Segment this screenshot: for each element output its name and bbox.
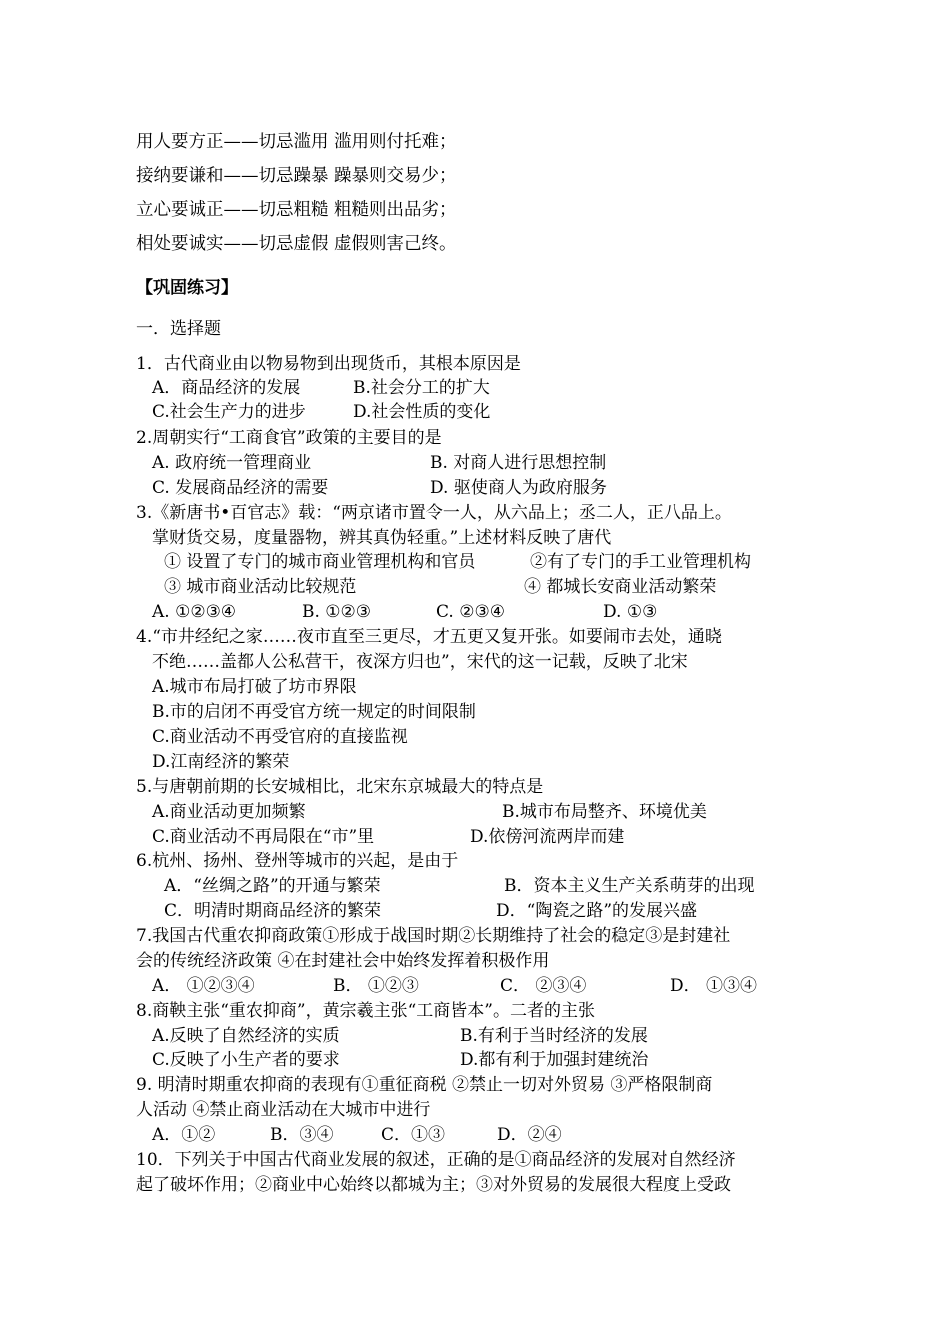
q2-option-b: B. 对商人进行思想控制 xyxy=(430,453,607,473)
q4-option-b: B.市的启闭不再受官方统一规定的时间限制 xyxy=(152,702,476,722)
q5-option-b: B.城市布局整齐、环境优美 xyxy=(502,802,707,822)
q6-stem: 6.杭州、扬州、登州等城市的兴起，是由于 xyxy=(136,851,459,871)
q8-option-a: A.反映了自然经济的实质 xyxy=(152,1026,340,1046)
q10-stem-line-2: 起了破坏作用；②商业中心始终以都城为主；③对外贸易的发展很大程度上受政 xyxy=(136,1175,731,1195)
q5-stem: 5.与唐朝前期的长安城相比，北宋东京城最大的特点是 xyxy=(136,777,544,797)
q3-option-c: C. ②③④ xyxy=(436,602,505,622)
q1-stem: 1．古代商业由以物易物到出现货币，其根本原因是 xyxy=(136,354,521,374)
section-title: 【巩固练习】 xyxy=(136,278,238,298)
part-title: 一．选择题 xyxy=(136,319,221,339)
q8-option-b: B.有利于当时经济的发展 xyxy=(460,1026,648,1046)
q1-option-d: D.社会性质的变化 xyxy=(353,402,491,422)
poem-line-4: 相处要诚实——切忌虚假 虚假则害己终。 xyxy=(136,234,457,254)
q10-stem-line-1: 10．下列关于中国古代商业发展的叙述，正确的是①商品经济的发展对自然经济 xyxy=(136,1150,736,1170)
q9-stem-line-2: 人活动 ④禁止商业活动在大城市中进行 xyxy=(136,1100,431,1120)
q5-option-c: C.商业活动不再局限在“市”里 xyxy=(152,827,375,847)
poem-line-3: 立心要诚正——切忌粗糙 粗糙则出品劣； xyxy=(136,200,457,220)
q7-stem-line-1: 7.我国古代重农抑商政策①形成于战国时期②长期维持了社会的稳定③是封建社 xyxy=(136,926,731,946)
q9-option-b: B．③④ xyxy=(270,1125,334,1145)
q1-option-c: C.社会生产力的进步 xyxy=(152,402,306,422)
q1-option-a: A．商品经济的发展 xyxy=(152,378,301,398)
q3-stem-line-1: 3.《新唐书•百官志》载：“两京诸市置令一人，从六品上；丞二人，正八品上。 xyxy=(136,503,732,523)
q9-stem-line-1: 9. 明清时期重农抑商的表现有①重征商税 ②禁止一切对外贸易 ③严格限制商 xyxy=(136,1075,713,1095)
q5-option-d: D.依傍河流两岸而建 xyxy=(470,827,625,847)
q4-stem-line-1: 4.“市井经纪之家……夜市直至三更尽，才五更又复开张。如要闹市去处，通晓 xyxy=(136,627,722,647)
q9-option-d: D．②④ xyxy=(497,1125,562,1145)
q6-option-d: D．“陶瓷之路”的发展兴盛 xyxy=(496,901,698,921)
q8-option-c: C.反映了小生产者的要求 xyxy=(152,1050,340,1070)
q6-option-a: A．“丝绸之路”的开通与繁荣 xyxy=(164,876,381,896)
q1-option-b: B.社会分工的扩大 xyxy=(353,378,490,398)
q9-option-a: A．①② xyxy=(152,1125,216,1145)
q2-stem: 2.周朝实行“工商食官”政策的主要目的是 xyxy=(136,428,442,448)
q3-statement-4: ④ 都城长安商业活动繁荣 xyxy=(524,577,717,597)
q7-option-c: C． ②③④ xyxy=(500,976,587,996)
q4-stem-line-2: 不绝……盖都人公私营干，夜深方归也”，宋代的这一记载，反映了北宋 xyxy=(152,652,688,672)
q3-statement-1: ① 设置了专门的城市商业管理机构和官员 xyxy=(164,552,476,572)
q7-option-b: B． ①②③ xyxy=(333,976,419,996)
q7-option-a: A． ①②③④ xyxy=(152,976,255,996)
q8-option-d: D.都有利于加强封建统治 xyxy=(460,1050,649,1070)
q8-stem: 8.商鞅主张“重农抑商”，黄宗羲主张“工商皆本”。二者的主张 xyxy=(136,1001,595,1021)
q3-statement-3: ③ 城市商业活动比较规范 xyxy=(164,577,357,597)
q3-option-b: B. ①②③ xyxy=(302,602,372,622)
q9-option-c: C．①③ xyxy=(381,1125,446,1145)
poem-line-1: 用人要方正——切忌滥用 滥用则付托难； xyxy=(136,132,457,152)
q3-option-a: A. ①②③④ xyxy=(152,602,237,622)
q5-option-a: A.商业活动更加频繁 xyxy=(152,802,306,822)
q2-option-a: A. 政府统一管理商业 xyxy=(152,453,312,473)
q7-option-d: D． ①③④ xyxy=(670,976,758,996)
q7-stem-line-2: 会的传统经济政策 ④在封建社会中始终发挥着积极作用 xyxy=(136,951,550,971)
q3-statement-2: ②有了专门的手工业管理机构 xyxy=(530,552,751,572)
q4-option-c: C.商业活动不再受官府的直接监视 xyxy=(152,727,408,747)
q6-option-b: B．资本主义生产关系萌芽的出现 xyxy=(504,876,755,896)
q4-option-d: D.江南经济的繁荣 xyxy=(152,752,290,772)
poem-line-2: 接纳要谦和——切忌躁暴 躁暴则交易少； xyxy=(136,166,457,186)
q2-option-c: C. 发展商品经济的需要 xyxy=(152,478,329,498)
q4-option-a: A.城市布局打破了坊市界限 xyxy=(152,677,357,697)
q2-option-d: D. 驱使商人为政府服务 xyxy=(430,478,607,498)
q6-option-c: C．明清时期商品经济的繁荣 xyxy=(164,901,382,921)
q3-stem-line-2: 掌财货交易，度量器物，辨其真伪轻重。”上述材料反映了唐代 xyxy=(152,528,612,548)
q3-option-d: D. ①③ xyxy=(603,602,658,622)
